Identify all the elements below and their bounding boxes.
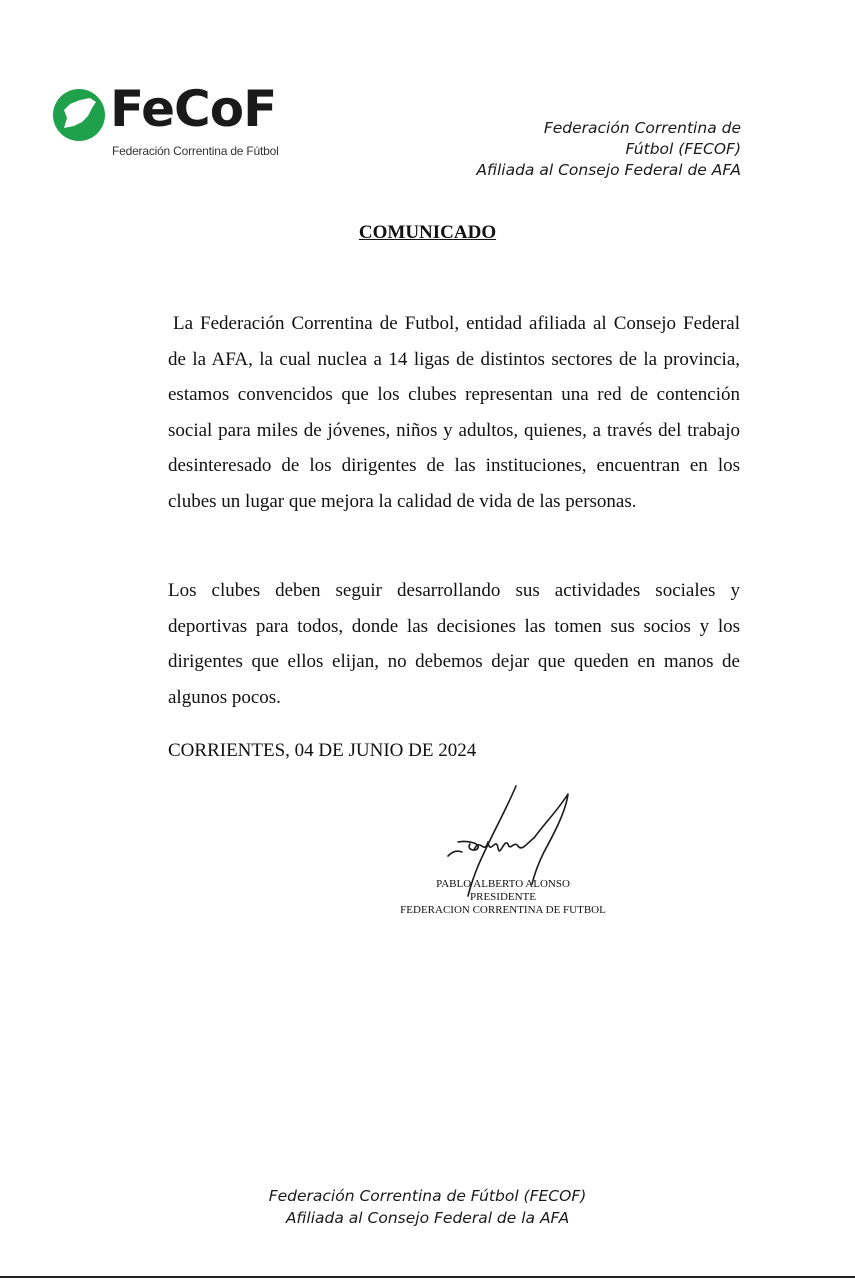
signatory-name: PABLO ALBERTO ALONSO bbox=[436, 878, 570, 890]
document-title: COMUNICADO bbox=[358, 222, 497, 243]
body-paragraph: Los clubes deben seguir desarrollando sus actividades sociales y deportivas para todos, donde las decisiones las tomen sus socios y los dirigentes que ellos elijan, no debemos dejar que queden en manos de algunos pocos. bbox=[168, 580, 740, 708]
fecof-logo bbox=[52, 80, 292, 166]
footer-line: Federación Correntina de Fútbol (FECOF) bbox=[268, 1187, 587, 1205]
logo-subtitle: Federación Correntina de Fútbol bbox=[112, 144, 279, 158]
page-footer bbox=[0, 1185, 855, 1229]
footer-line: Afiliada al Consejo Federal de la AFA bbox=[285, 1209, 570, 1227]
letterhead-address bbox=[476, 118, 741, 181]
letterhead-line: Federación Correntina de bbox=[543, 119, 741, 137]
signatory-organization: FEDERACION CORRENTINA DE FUTBOL bbox=[400, 904, 606, 916]
body-paragraph: La Federación Correntina de Futbol, entidad afiliada al Consejo Federal de la AFA, la cual nuclea a 14 ligas de distintos sectores de la provincia, estamos convencidos que los clubes representan una red de contención social para miles de jóvenes, niños y adultos, quienes, a través del trabajo desinteresado de los dirigentes de las instituciones, encuentran en los clubes un lugar que mejora la calidad de vida de las personas. bbox=[168, 313, 740, 512]
date-line: CORRIENTES, 04 DE JUNIO DE 2024 bbox=[168, 740, 477, 761]
signatory-role: PRESIDENTE bbox=[470, 891, 536, 903]
letterhead-line: Fútbol (FECOF) bbox=[625, 140, 741, 158]
letterhead-line: Afiliada al Consejo Federal de AFA bbox=[476, 161, 741, 179]
signature-block bbox=[390, 878, 616, 917]
bottom-divider bbox=[0, 1276, 855, 1278]
logo-wordmark: FeCoF bbox=[110, 80, 277, 138]
province-map-icon bbox=[52, 88, 106, 142]
